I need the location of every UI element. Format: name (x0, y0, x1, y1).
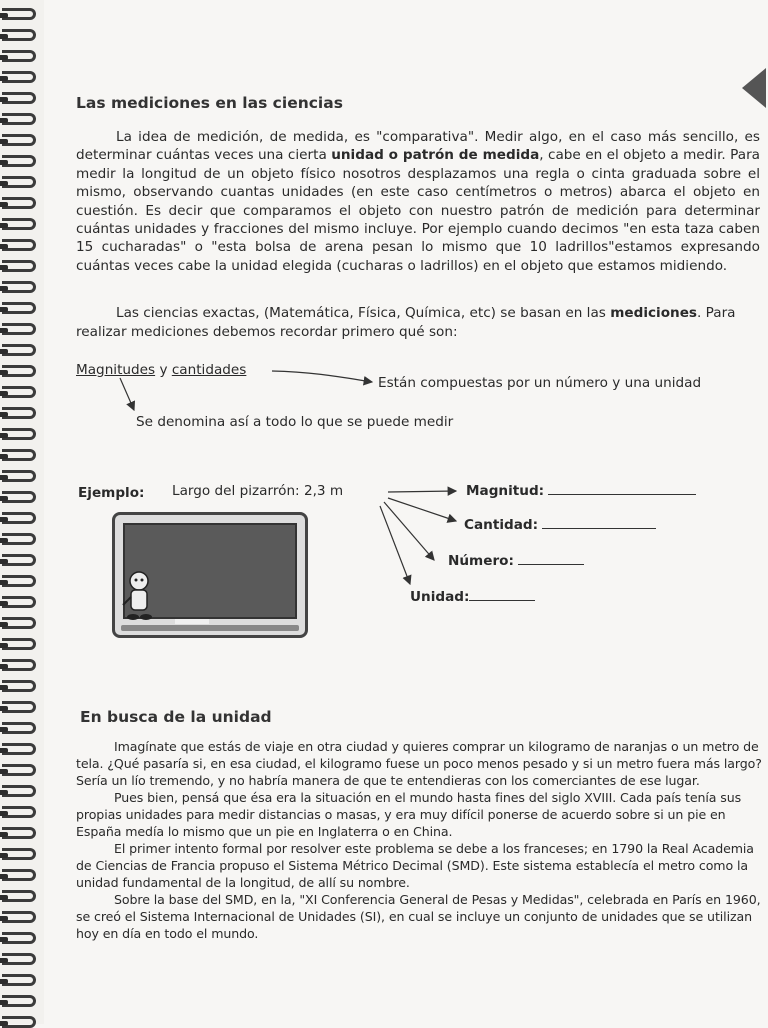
spiral-ring (2, 596, 36, 608)
spiral-ring (2, 533, 36, 545)
spiral-ring (2, 617, 36, 629)
spiral-ring (2, 302, 36, 314)
spiral-ring (2, 554, 36, 566)
spiral-ring (2, 638, 36, 650)
cantidad-label: Cantidad: (464, 517, 539, 533)
example-label: Ejemplo: (78, 485, 145, 501)
spiral-ring (2, 218, 36, 230)
spiral-ring (2, 575, 36, 587)
chalkboard-tray (121, 625, 299, 631)
spiral-ring (2, 323, 36, 335)
unidad-paragraphs (76, 738, 766, 942)
spiral-binding (0, 0, 44, 1024)
spiral-ring (2, 50, 36, 62)
spiral-ring (2, 722, 36, 734)
p1-text-b: , cabe en el objeto a medir. Para medir la longitud de un objeto físico nosotros desplazamos una regla o cinta graduada sobre el mismo, observando cuantas unidades (en este caso centímetros o metros) abarca el objeto en cuestión. Es decir que comparamos el objeto con nuestro patrón de medición para determinar cuántas unidades y fracciones del mismo incluye. Por ejemplo cuando decimos "en esta taza caben 15 cucharadas" o "esta bolsa de arena pesan lo mismo que 10 ladrillos"estamos expresando cuántas veces cabe la unidad elegida (cucharas o ladrillos) en el objeto que estamos midiendo. (76, 147, 760, 274)
diagram-arrows (76, 0, 764, 620)
spiral-ring (2, 470, 36, 482)
spiral-ring (2, 365, 36, 377)
unidad-paragraph: Imagínate que estás de viaje en otra ciudad y quieres comprar un kilogramo de naranjas o un metro de tela. ¿Qué pasaría si, en esa ciudad, el kilogramo fuese un poco menos pesado y si un metro fuera más largo? Sería un lío tremendo, y no habría manera de que te entendieras con los comerciantes de ese lugar. (76, 739, 762, 788)
spiral-ring (2, 407, 36, 419)
spiral-ring (2, 428, 36, 440)
spiral-ring (2, 134, 36, 146)
spiral-ring (2, 701, 36, 713)
numero-label: Número: (448, 553, 514, 569)
spiral-ring (2, 743, 36, 755)
and-word: y (159, 362, 168, 378)
spiral-ring (2, 281, 36, 293)
spiral-ring (2, 995, 36, 1007)
spiral-ring (2, 785, 36, 797)
spiral-ring (2, 113, 36, 125)
spiral-ring (2, 260, 36, 272)
spiral-ring (2, 8, 36, 20)
spiral-ring (2, 449, 36, 461)
spiral-ring (2, 1016, 36, 1028)
spiral-ring (2, 764, 36, 776)
spiral-ring (2, 911, 36, 923)
p2-text-a: Las ciencias exactas, (Matemática, Física, Química, etc) se basan en las (116, 305, 611, 321)
spiral-ring (2, 29, 36, 41)
unidad-label: Unidad: (410, 589, 470, 605)
spiral-ring (2, 386, 36, 398)
p1-text-a: La idea de medición, de medida, es "comparativa". Medir algo, en el caso más sencillo, es determinar cuántas veces una cierta (76, 129, 760, 164)
p2-text-b: . Para realizar mediciones debemos recordar primero qué son: (76, 305, 736, 340)
spiral-ring (2, 890, 36, 902)
p2-bold: mediciones (610, 305, 698, 321)
section-title-mediciones: Las mediciones en las ciencias (76, 94, 343, 112)
spiral-ring (2, 176, 36, 188)
p1-bold: unidad o patrón de medida (331, 147, 540, 164)
spiral-ring (2, 491, 36, 503)
spiral-ring (2, 659, 36, 671)
section-title-unidad: En busca de la unidad (80, 708, 272, 726)
unidad-paragraph: Sobre la base del SMD, en la, "XI Conferencia General de Pesas y Medidas", celebrada en París en 1960, se creó el Sistema Internacional de Unidades (SI), en cual se incluye un conjunto de unidades que se utilizan hoy en día en todo el mundo. (76, 892, 761, 941)
magnitudes-term: Magnitudes (76, 362, 156, 378)
magnitud-label: Magnitud: (466, 483, 545, 499)
spiral-ring (2, 92, 36, 104)
spiral-ring (2, 974, 36, 986)
composed-definition: Están compuestas por un número y una unidad (378, 375, 702, 391)
spiral-ring (2, 512, 36, 524)
spiral-ring (2, 848, 36, 860)
spiral-ring (2, 155, 36, 167)
unidad-paragraph: El primer intento formal por resolver este problema se debe a los franceses; en 1790 la Real Academia de Ciencias de Francia propuso el Sistema Métrico Decimal (SMD). Este sistema establecía el metro como la unidad fundamental de la longitud, de allí su nombre. (76, 841, 754, 890)
unidad-paragraph: Pues bien, pensá que ésa era la situación en el mundo hasta fines del siglo XVIII. Cada país tenía sus propias unidades para medir distancias o masas, y era muy difícil ponerse de acuerdo sobre si un pie en España medía lo mismo que un pie en Inglaterra o en China. (76, 790, 742, 839)
magnitude-definition: Se denomina así a todo lo que se puede medir (136, 414, 454, 430)
spiral-ring (2, 344, 36, 356)
document-page (76, 0, 764, 1024)
spiral-ring (2, 932, 36, 944)
spiral-ring (2, 869, 36, 881)
spiral-ring (2, 827, 36, 839)
spiral-ring (2, 71, 36, 83)
spiral-ring (2, 806, 36, 818)
spiral-ring (2, 197, 36, 209)
spiral-ring (2, 680, 36, 692)
spiral-ring (2, 239, 36, 251)
cantidades-term: cantidades (171, 362, 247, 378)
example-text: Largo del pizarrón: 2,3 m (172, 483, 344, 499)
spiral-ring (2, 953, 36, 965)
